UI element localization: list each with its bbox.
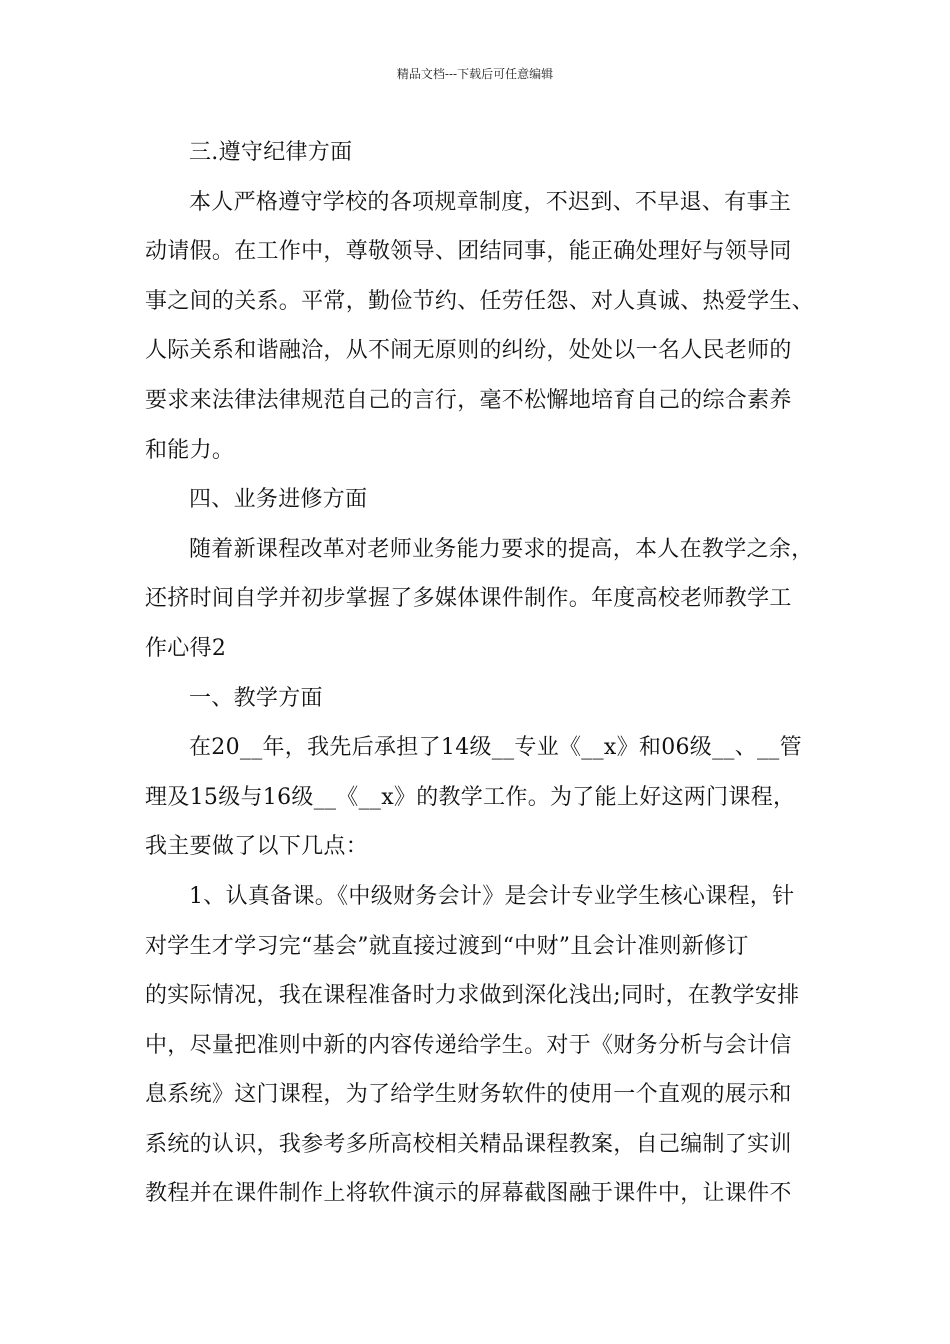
paragraph xyxy=(145,475,815,525)
text-line: 和能力。 xyxy=(145,437,235,463)
text-line: 理及15级与16级__《__x》的教学工作。为了能上好这两门课程， xyxy=(145,784,796,810)
paragraph xyxy=(145,674,815,724)
page-header: 精品文档---下载后可任意编辑 xyxy=(396,67,554,81)
document-body xyxy=(145,128,815,1219)
text-line: 本人严格遵守学校的各项规章制度，不迟到、不早退、有事主 xyxy=(189,189,792,215)
text-line: 要求来法律法律规范自己的言行，毫不松懈地培育自己的综合素养 xyxy=(145,387,792,413)
paragraph xyxy=(145,178,815,476)
text-line: 我主要做了以下几点： xyxy=(145,834,369,860)
text-line: 四、业务进修方面 xyxy=(189,487,368,513)
text-line: 对学生才学习完“基会”就直接过渡到“中财”且会计准则新修订 xyxy=(145,933,749,959)
text-line: 事之间的关系。平常，勤俭节约、任劳任怨、对人真诚、热爱学生、 xyxy=(145,288,815,314)
text-line: 息系统》这门课程，为了给学生财务软件的使用一个直观的展示和 xyxy=(145,1082,792,1108)
text-line: 作心得2 xyxy=(145,635,227,661)
text-line: 随着新课程改革对老师业务能力要求的提高，本人在教学之余， xyxy=(189,536,814,562)
text-line: 1、认真备课。《中级财务会计》是会计专业学生核心课程，针 xyxy=(189,883,795,909)
text-line: 在20__年，我先后承担了14级__专业《__x》和06级__、__管 xyxy=(189,735,802,761)
text-line: 人际关系和谐融洽，从不闹无原则的纠纷，处处以一名人民老师的 xyxy=(145,338,792,364)
text-line: 系统的认识，我参考多所高校相关精品课程教案，自己编制了实训 xyxy=(145,1131,792,1157)
text-line: 还挤时间自学并初步掌握了多媒体课件制作。年度高校老师教学工 xyxy=(145,586,792,612)
paragraph xyxy=(145,872,815,1219)
text-line: 三.遵守纪律方面 xyxy=(189,140,353,165)
text-line: 动请假。在工作中，尊敬领导、团结同事，能正确处理好与领导同 xyxy=(145,239,792,265)
text-line: 的实际情况，我在课程准备时力求做到深化浅出;同时，在教学安排 xyxy=(145,983,800,1009)
paragraph xyxy=(145,128,815,178)
paragraph xyxy=(145,723,815,872)
text-line: 中，尽量把准则中新的内容传递给学生。对于《财务分析与会计信 xyxy=(145,1032,792,1058)
paragraph xyxy=(145,525,815,674)
text-line: 教程并在课件制作上将软件演示的屏幕截图融于课件中，让课件不 xyxy=(145,1181,792,1207)
text-line: 一、教学方面 xyxy=(189,685,323,711)
